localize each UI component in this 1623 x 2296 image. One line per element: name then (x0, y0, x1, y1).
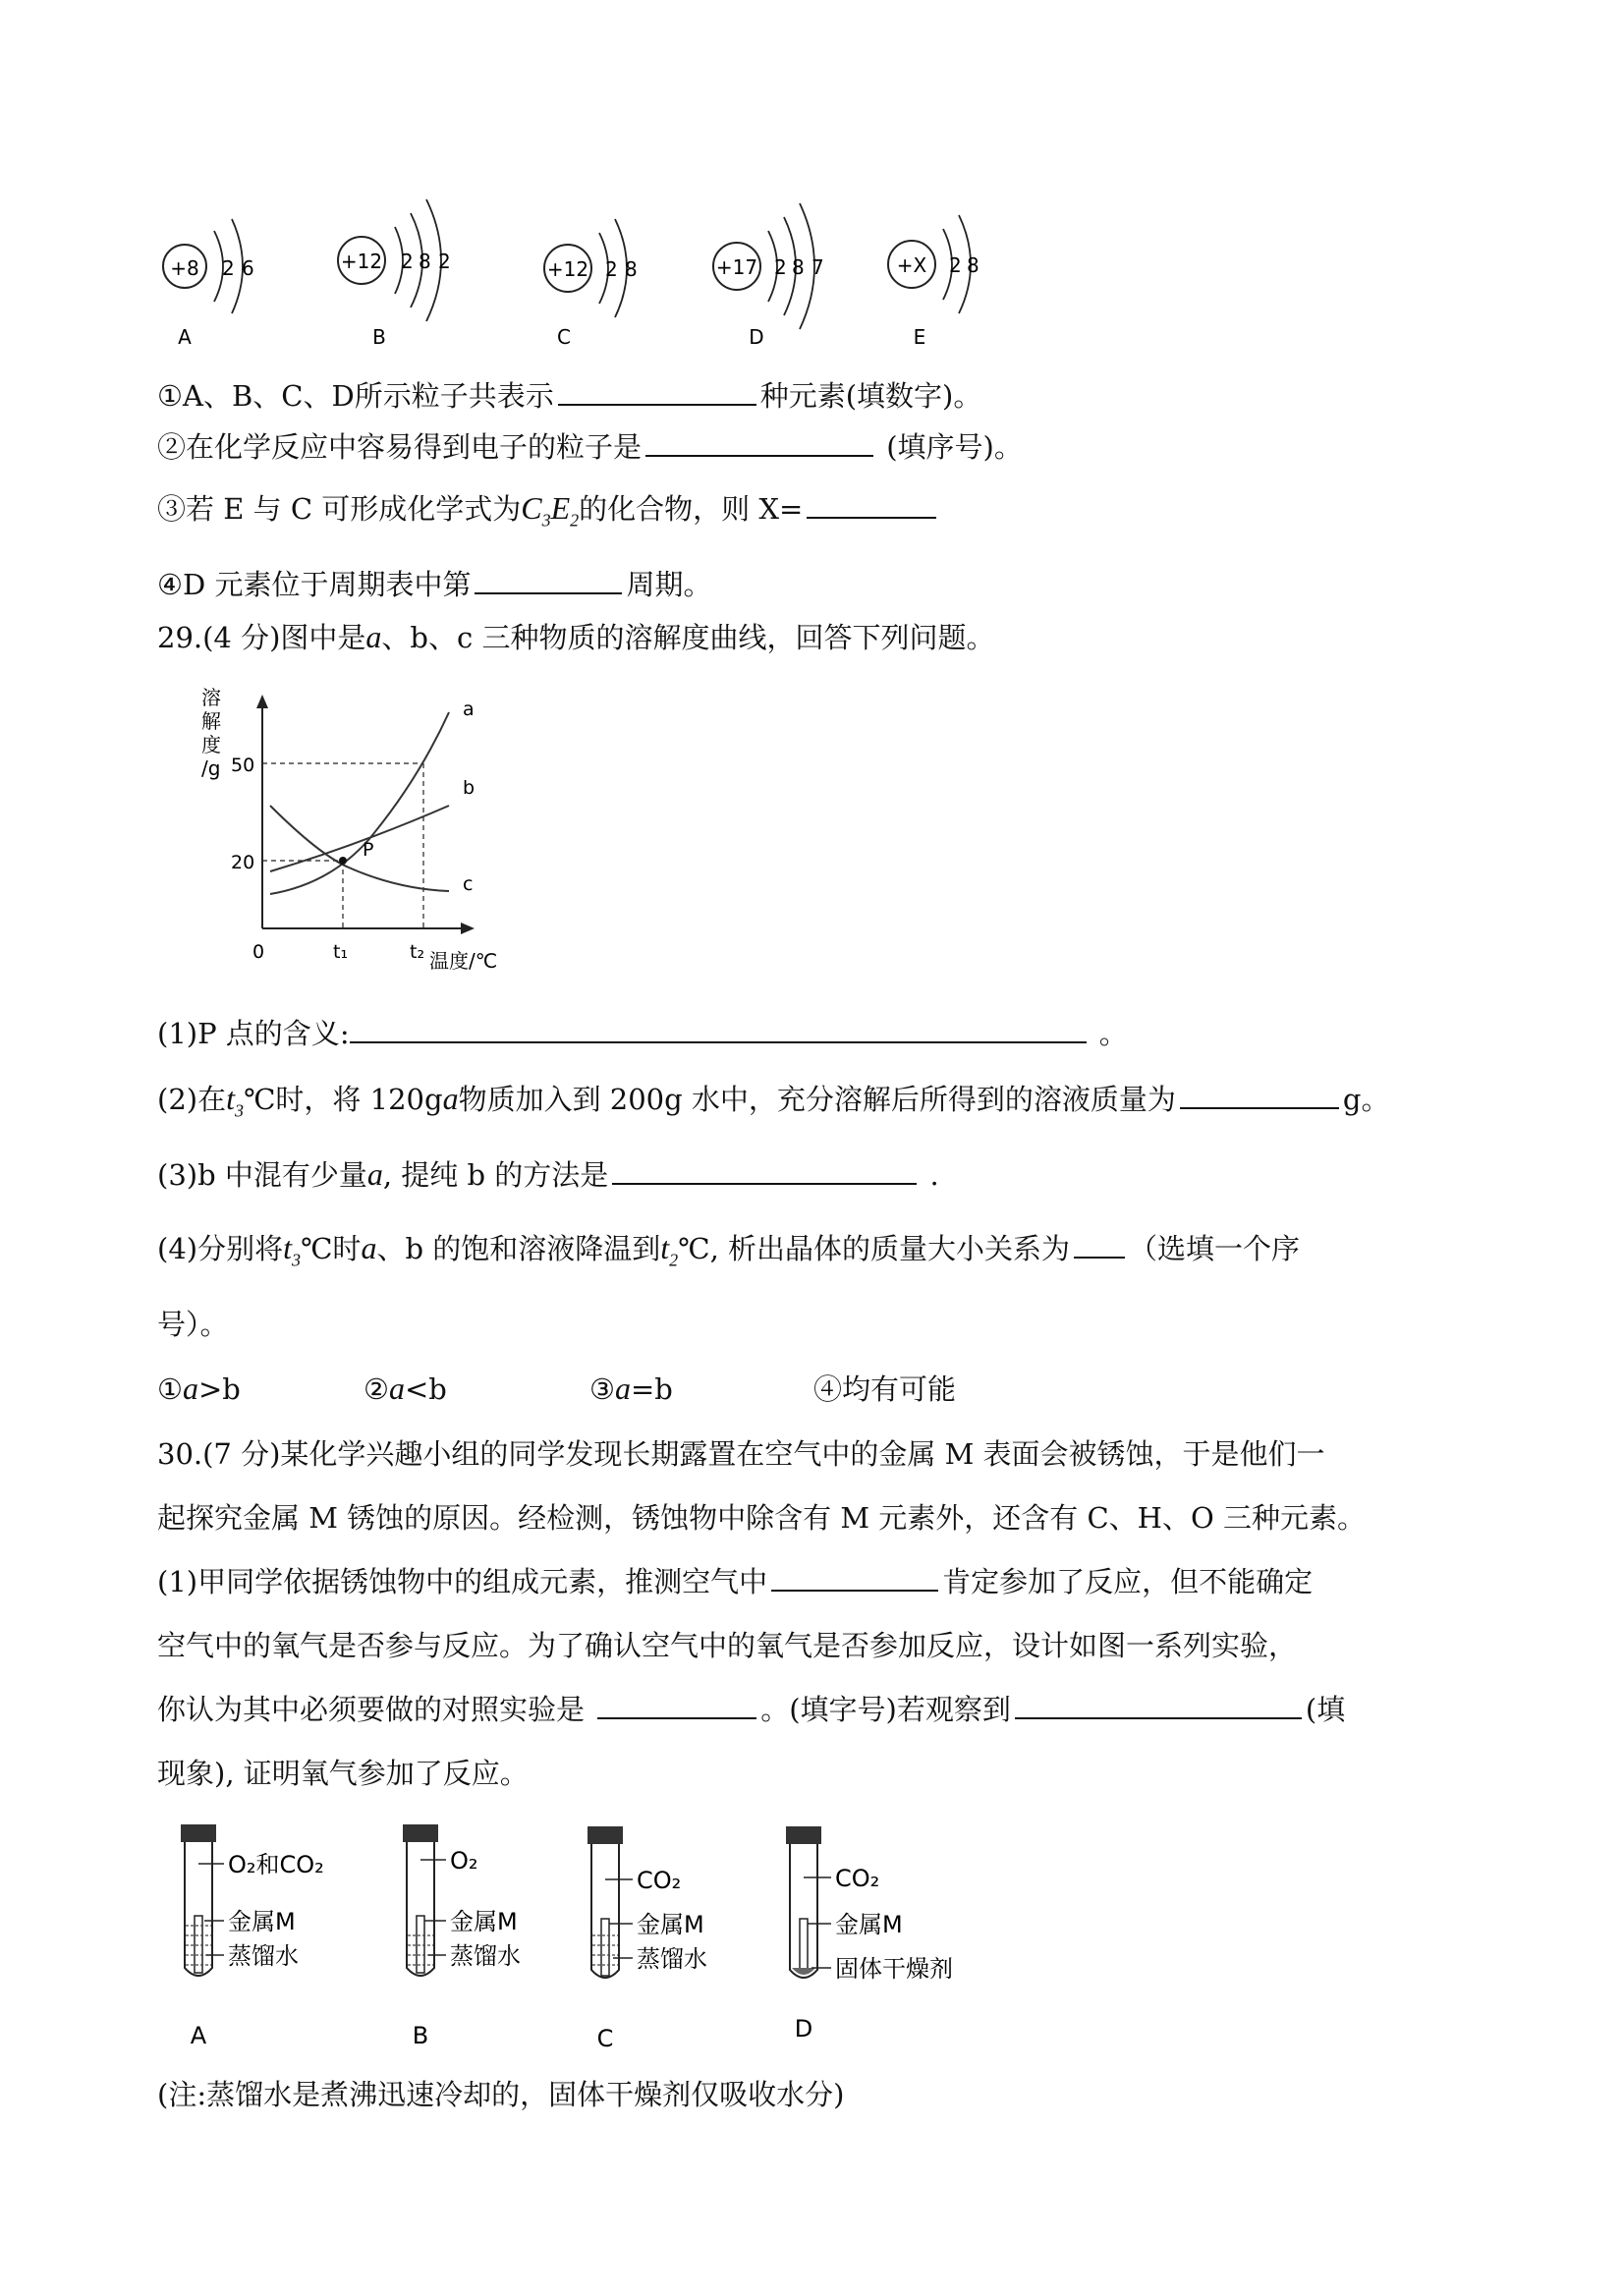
svg-text:A: A (190, 2022, 207, 2049)
svg-text:2: 2 (438, 250, 451, 273)
answer-blank[interactable] (1180, 1080, 1339, 1109)
tick-t2: t₂ (410, 941, 425, 963)
tube-b (403, 1824, 521, 2049)
answer-blank[interactable] (807, 489, 936, 519)
svg-text:8: 8 (967, 253, 979, 277)
svg-text:CO₂: CO₂ (835, 1865, 880, 1892)
svg-text:度: 度 (201, 733, 221, 756)
svg-text:解: 解 (201, 709, 221, 733)
svg-text:固体干燥剂: 固体干燥剂 (835, 1955, 953, 1983)
atom-diagrams (147, 182, 1032, 359)
q29-title: 29.(4 分)图中是a、b、c 三种物质的溶解度曲线，回答下列问题。 (157, 619, 995, 654)
svg-text:8: 8 (625, 257, 638, 281)
tube-d (786, 1826, 953, 2043)
svg-text:D: D (749, 325, 764, 349)
q30-line-1: 30.(7 分)某化学兴趣小组的同学发现长期露置在空气中的金属 M 表面会被锈蚀，于是他们一 (157, 1437, 1325, 1471)
svg-text:溶: 溶 (201, 686, 221, 709)
svg-text:+17: +17 (715, 255, 758, 279)
atom-e (888, 215, 979, 349)
q29-part-1: (1)P 点的含义: 。 (157, 1014, 1128, 1053)
svg-text:2: 2 (774, 255, 787, 279)
q28-item-4: ④D 元素位于周期表中第 周期。 (157, 565, 711, 604)
tube-a (181, 1824, 324, 2049)
q29-part-4: (4)分别将$t_3℃$时a、b 的饱和溶液降温到$t_2℃$, 析出晶体的质量大小关系为 （选填一个序 (157, 1230, 1301, 1270)
atom-a (163, 219, 254, 349)
option-4[interactable]: ④均有可能 (813, 1372, 957, 1406)
svg-text:C: C (596, 2025, 614, 2052)
svg-text:A: A (178, 325, 192, 349)
tick-20: 20 (231, 852, 255, 873)
option-3[interactable]: ③a=b (589, 1371, 673, 1406)
svg-text:8: 8 (792, 255, 805, 279)
series-label-a: a (463, 699, 475, 720)
q29-options (157, 1369, 956, 1409)
q28-item-1: ①A、B、C、D所示粒子共表示 种元素(填数字)。 (157, 376, 981, 416)
answer-blank[interactable] (558, 376, 756, 406)
tick-50: 50 (231, 755, 255, 776)
y-axis-arrow (256, 695, 268, 708)
svg-text:+X: +X (896, 253, 927, 277)
svg-text:6: 6 (242, 256, 254, 280)
answer-blank[interactable] (612, 1155, 917, 1185)
atom-d (713, 203, 824, 349)
answer-blank[interactable] (475, 565, 622, 594)
curve-b (270, 806, 449, 871)
x-axis-arrow (461, 923, 475, 934)
series-label-c: c (463, 873, 474, 895)
point-p (339, 857, 347, 865)
svg-text:O₂: O₂ (450, 1847, 478, 1875)
svg-text:蒸馏水: 蒸馏水 (228, 1942, 299, 1970)
svg-text:2: 2 (949, 253, 962, 277)
solubility-chart (192, 683, 526, 978)
test-tube-diagrams (167, 1822, 1012, 2058)
answer-blank[interactable] (350, 1014, 1087, 1043)
q30-line-2: 起探究金属 M 锈蚀的原因。经检测，锈蚀物中除含有 M 元素外，还含有 C、H、O 三种元素。 (157, 1501, 1366, 1535)
option-2[interactable]: ②a<b (364, 1371, 447, 1406)
svg-text:E: E (913, 325, 926, 349)
answer-blank[interactable] (597, 1690, 756, 1719)
svg-text:7: 7 (812, 255, 824, 279)
svg-text:2: 2 (401, 250, 414, 273)
answer-blank[interactable] (1074, 1229, 1125, 1259)
q30-line-6: 现象), 证明氧气参加了反应。 (157, 1757, 529, 1790)
q30-note: (注:蒸馏水是煮沸迅速冷却的，固体干燥剂仅吸收水分) (157, 2078, 845, 2111)
svg-text:CO₂: CO₂ (637, 1867, 682, 1894)
svg-text:B: B (412, 2022, 429, 2049)
svg-text:金属M: 金属M (450, 1908, 518, 1935)
svg-text:C: C (557, 325, 571, 349)
q30-line-5: 你认为其中必须要做的对照实验是 。(填字号)若观察到 (填 (157, 1690, 1345, 1729)
x-axis-label: 温度/℃ (429, 949, 498, 973)
q28-item-3: ③若 E 与 C 可形成化学式为$C_3E_2$的化合物，则 X= (157, 488, 940, 539)
svg-text:O₂和CO₂: O₂和CO₂ (228, 1851, 324, 1878)
label-p: P (363, 839, 374, 861)
q30-line-3: (1)甲同学依据锈蚀物中的组成元素，推测空气中 肯定参加了反应，但不能确定 (157, 1562, 1313, 1601)
svg-text:蒸馏水: 蒸馏水 (450, 1942, 521, 1970)
atom-c (544, 219, 638, 349)
answer-blank[interactable] (771, 1562, 938, 1592)
q29-part-3: (3)b 中混有少量a, 提纯 b 的方法是 . (157, 1156, 939, 1192)
svg-text:蒸馏水: 蒸馏水 (637, 1945, 707, 1973)
svg-text:+12: +12 (546, 257, 589, 281)
option-1[interactable]: ①a>b (157, 1371, 241, 1406)
q28-item-2: ②在化学反应中容易得到电子的粒子是 (填序号)。 (157, 427, 1023, 467)
svg-text:/g: /g (201, 756, 221, 780)
svg-text:D: D (794, 2015, 813, 2043)
answer-blank[interactable] (1015, 1690, 1302, 1719)
q29-part-2: (2)在$t_3℃$时，将 120ga物质加入到 200g 水中，充分溶解后所得到的溶液质量为 g。 (157, 1081, 1390, 1121)
tick-0: 0 (252, 941, 265, 963)
svg-text:B: B (372, 325, 386, 349)
q29-part-4-cont: 号）。 (157, 1308, 229, 1341)
q30-line-4: 空气中的氧气是否参与反应。为了确认空气中的氧气是否参加反应，设计如图一系列实验， (157, 1629, 1298, 1662)
svg-text:金属M: 金属M (228, 1908, 296, 1935)
series-label-b: b (463, 777, 476, 799)
svg-text:+12: +12 (340, 250, 383, 273)
svg-text:+8: +8 (170, 256, 199, 280)
svg-text:2: 2 (605, 257, 618, 281)
svg-text:金属M: 金属M (835, 1911, 903, 1938)
curve-a (270, 712, 449, 894)
atom-b (338, 199, 451, 349)
tube-c (588, 1826, 707, 2052)
tick-t1: t₁ (333, 941, 349, 963)
svg-text:8: 8 (419, 250, 431, 273)
svg-text:金属M: 金属M (637, 1911, 704, 1938)
formula: $C_3E_2$ (521, 490, 580, 531)
svg-text:2: 2 (222, 256, 235, 280)
y-axis-label (201, 686, 221, 780)
answer-blank[interactable] (645, 427, 873, 457)
